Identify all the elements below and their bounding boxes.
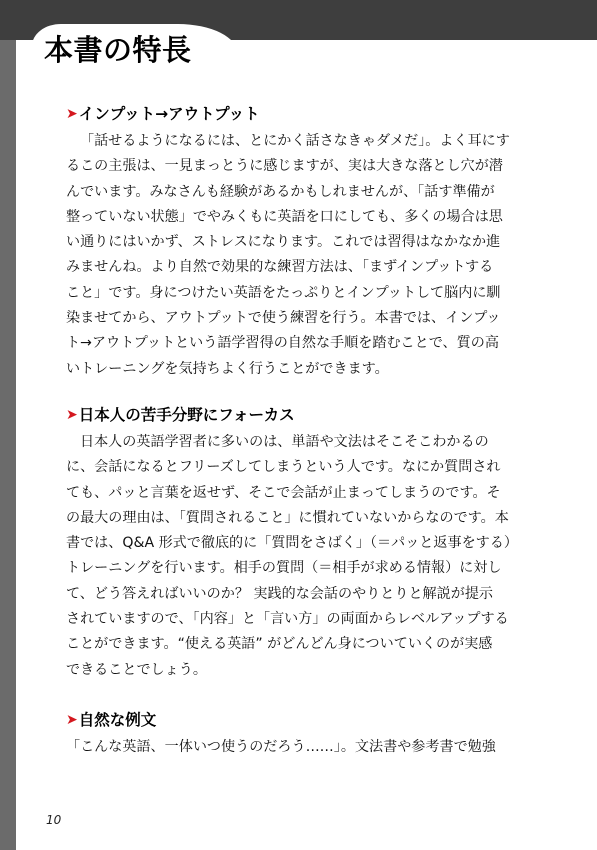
text-line: されていますので、「内容」と「言い方」の両面からレベルアップする [66, 611, 509, 628]
page-number: 10 [46, 813, 62, 827]
text-line: い通りにはいかず、ストレスになります。これでは習得はなかなか進 [66, 234, 501, 251]
text-line: て、どう答えればいいのか？ 実践的な会話のやりとりと解説が提示 [66, 585, 494, 602]
text-line: んでいます。みなさんも経験があるかもしれませんが、「話す準備が [66, 183, 495, 200]
text-line: 「こんな英語、一体いつ使うのだろう……」。文法書や参考書で勉強 [66, 739, 496, 755]
section-heading-2 [66, 404, 295, 427]
section-heading-text: インプット→アウトプット [78, 105, 260, 123]
arrow-icon: ➤ [66, 106, 78, 122]
section-body-3 [66, 735, 528, 760]
text-line: できることでしょう。 [66, 661, 207, 678]
page-title: 本書の特長 [44, 33, 192, 67]
section-heading-text: 日本人の苦手分野にフォーカス [78, 406, 295, 424]
section-body-1 [66, 129, 528, 382]
text-line: トレーニングを行います。相手の質問（＝相手が求める情報）に対し [66, 560, 502, 577]
section-heading-1 [66, 103, 260, 126]
text-line: ても、パッと言葉を返せず、そこで会話が止まってしまうのです。そ [66, 484, 501, 501]
text-line: こと」です。身につけたい英語をたっぷりとインプットして脳内に馴 [66, 284, 501, 301]
text-line: に、会話になるとフリーズしてしまうという人です。なにか質問され [66, 459, 501, 476]
text-line: 「話せるようになるには、とにかく話さなきゃダメだ」。よく耳にす [80, 133, 510, 149]
text-line: いトレーニングを気持ちよく行うことができます。 [66, 360, 389, 377]
text-line: るこの主張は、一見まっとうに感じますが、実は大きな落とし穴が潜 [66, 158, 503, 175]
text-line: 染ませてから、アウトプットで使う練習を行う。本書では、インプッ [66, 310, 501, 327]
text-line: ト→アウトプットという語学習得の自然な手順を踏むことで、質の高 [66, 335, 499, 352]
text-line: 整っていない状態」でやみくもに英語を口にしても、多くの場合は思 [66, 208, 503, 225]
section-heading-text: 自然な例文 [78, 711, 157, 729]
text-line: 日本人の英語学習者に多いのは、単語や文法はそこそこわかるの [80, 434, 489, 450]
text-line: ことができます。“使える英語” がどんどん身についていくのが実感 [66, 636, 493, 653]
text-line: の最大の理由は、「質問されること」に慣れていないからなのです。本 [66, 509, 509, 526]
section-heading-3 [66, 709, 156, 732]
text-line: みませんね。より自然で効果的な練習方法は、「まずインプットする [66, 259, 494, 276]
arrow-icon: ➤ [66, 712, 78, 728]
arrow-icon: ➤ [66, 407, 78, 423]
section-body-2 [66, 430, 528, 683]
text-line: 書では、Q&A 形式で徹底的に「質問をさばく」（＝パッと返事をする） [66, 535, 518, 552]
